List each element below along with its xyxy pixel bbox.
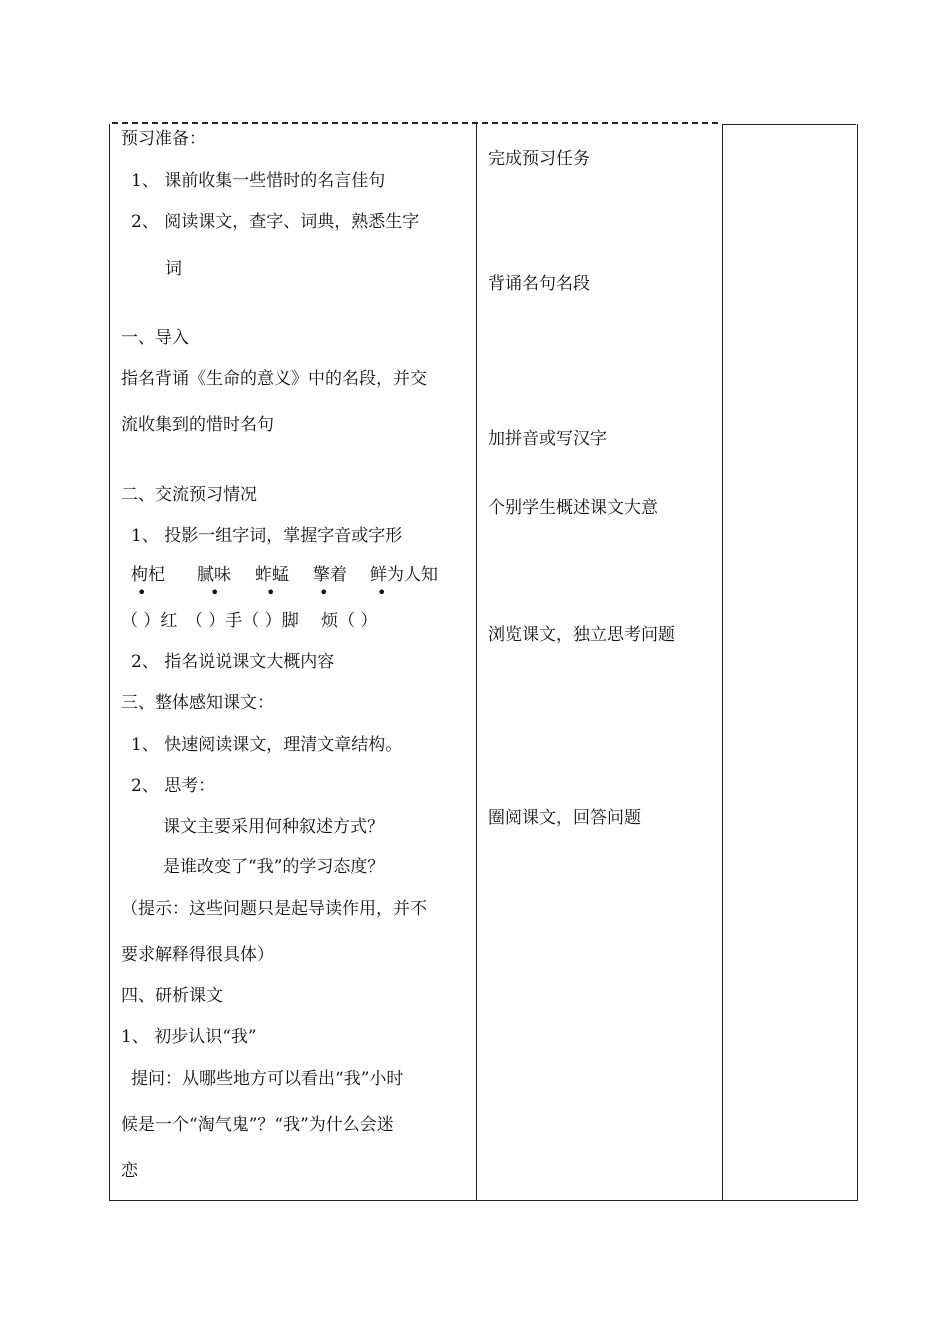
section-3-note-1: （提示：这些问题只是起导读作用，并不	[121, 899, 427, 919]
section-2-item-2: 2、 指名说说课文大概内容	[131, 652, 335, 672]
section-3-item-2: 2、 思考：	[131, 776, 216, 796]
vocab-word: 鲜为人知	[370, 565, 438, 585]
emphasis-dot: •	[210, 583, 220, 602]
section-3-item-1: 1、 快速阅读课文，理清文章结构。	[131, 735, 403, 755]
emphasis-dot: •	[137, 583, 147, 602]
section-1-line-1: 指名背诵《生命的意义》中的名段，并交	[121, 369, 427, 389]
table-top-border-right	[722, 124, 856, 125]
activity-5: 浏览课文，独立思考问题	[488, 625, 675, 645]
activity-6: 圈阅课文，回答问题	[488, 808, 641, 828]
activity-4: 个别学生概述课文大意	[488, 498, 658, 518]
activity-3: 加拼音或写汉字	[488, 429, 607, 449]
vocab-word: 擎着	[313, 565, 347, 585]
vocab-word: 枸杞	[131, 565, 165, 585]
prep-title: 预习准备：	[121, 129, 206, 149]
fill-blank-row: （ ）红 （ ）手（ ）脚 烦（ ）	[121, 611, 378, 631]
prep-item-1: 1、 课前收集一些惜时的名言佳句	[131, 171, 386, 191]
section-3-note-2: 要求解释得很具体）	[121, 945, 274, 965]
section-4-question-3: 恋	[121, 1161, 138, 1181]
section-2-item-1: 1、 投影一组字词，掌握字音或字形	[131, 526, 403, 546]
section-4-title: 四、研析课文	[121, 986, 223, 1006]
emphasis-dot: •	[377, 583, 387, 602]
column-divider-2	[722, 124, 723, 1200]
section-4-item-1: 1、 初步认识“我”	[121, 1027, 257, 1047]
section-4-question-2: 候是一个“淘气鬼”？“我”为什么会迷	[121, 1115, 394, 1135]
section-1-title: 一、导入	[121, 328, 189, 348]
section-2-title: 二、交流预习情况	[121, 485, 257, 505]
section-3-question-2: 是谁改变了“我”的学习态度？	[163, 857, 385, 877]
vocab-word: 蚱蜢	[255, 565, 289, 585]
section-3-title: 三、整体感知课文：	[121, 693, 274, 713]
activity-2: 背诵名句名段	[488, 274, 590, 294]
emphasis-dot: •	[266, 583, 276, 602]
section-4-question-1: 提问：从哪些地方可以看出“我”小时	[131, 1069, 404, 1089]
prep-item-2: 2、 阅读课文，查字、词典，熟悉生字	[131, 212, 420, 232]
activity-1: 完成预习任务	[488, 149, 590, 169]
emphasis-dot: •	[319, 583, 329, 602]
prep-item-2-cont: 词	[165, 259, 182, 279]
column-divider-1	[476, 124, 477, 1200]
section-1-line-2: 流收集到的惜时名句	[121, 415, 274, 435]
section-3-question-1: 课文主要采用何种叙述方式？	[163, 817, 384, 837]
vocab-word: 腻味	[197, 565, 231, 585]
